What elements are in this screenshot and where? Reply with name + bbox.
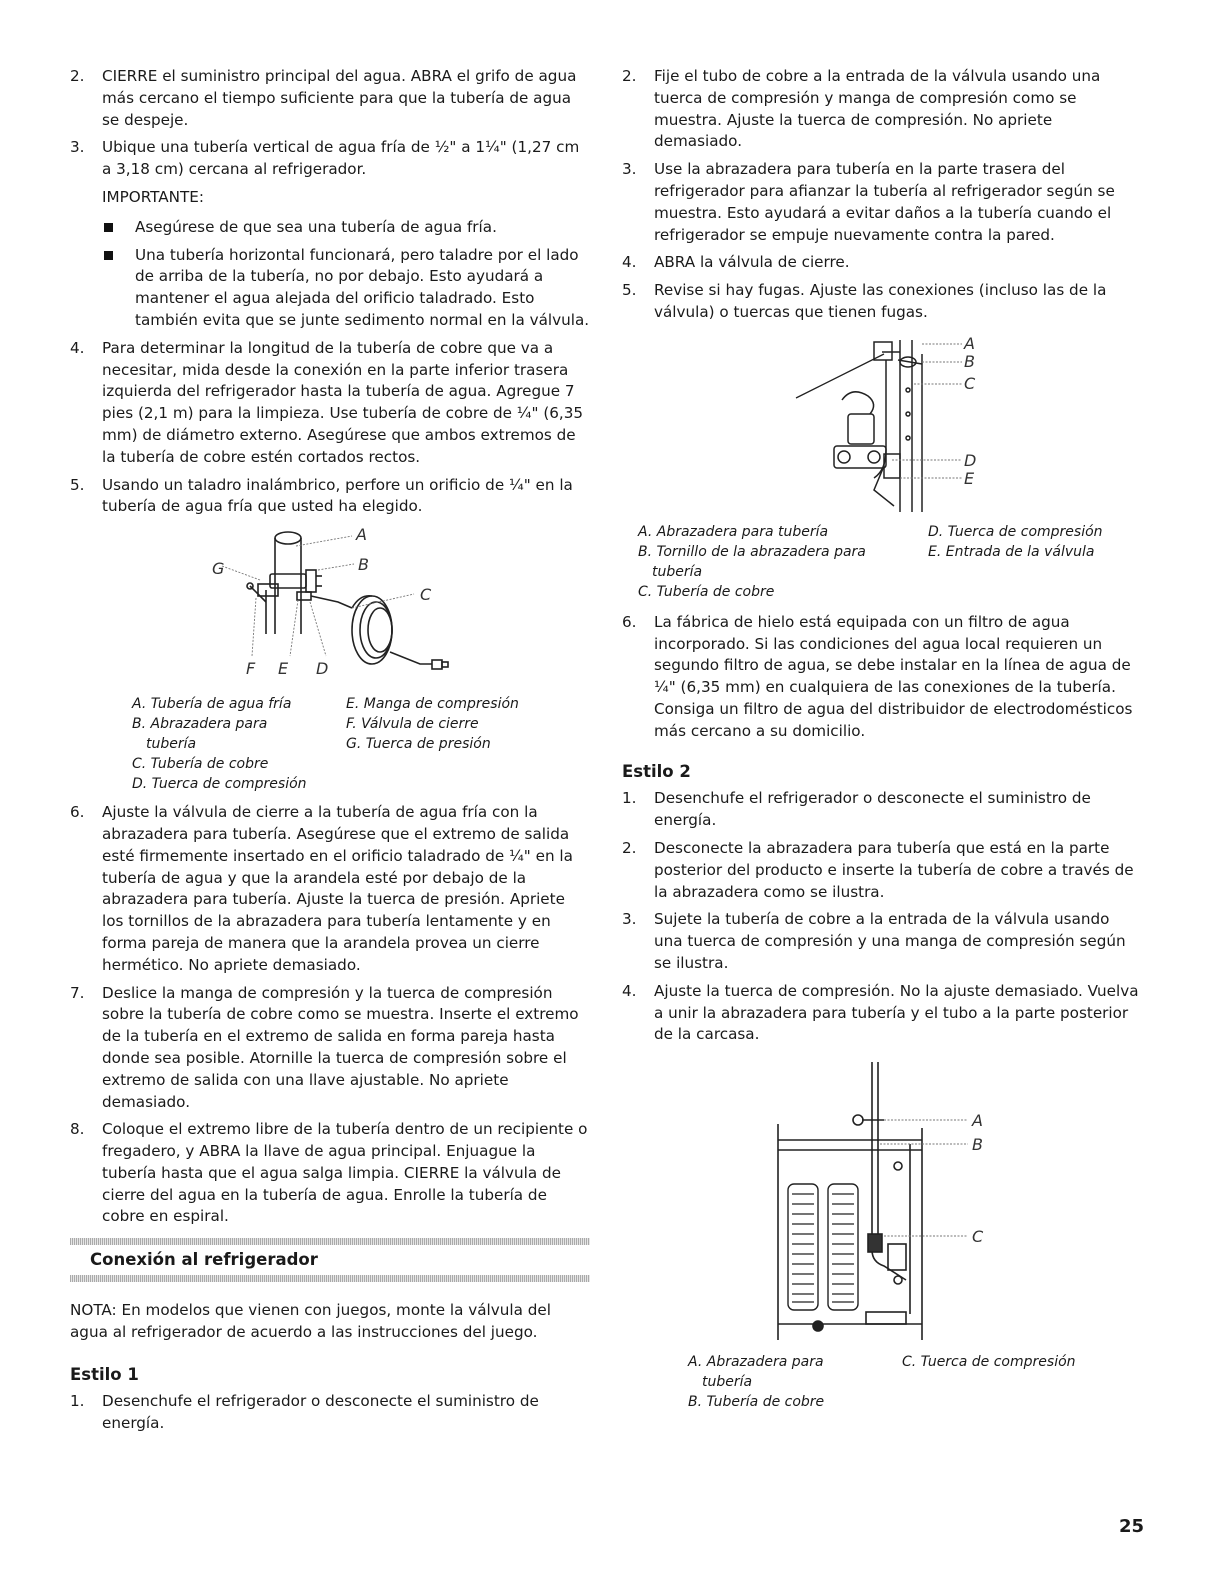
right-column	[622, 66, 1142, 1412]
list-item: 2. Fije el tubo de cobre a la entrada de la válvula usando una tuerca de compresión y manga de compresión como se muestra. Ajuste la tuerca de compresión. No apriete demasiado.	[622, 67, 1101, 151]
fig2-label-a: A	[964, 333, 975, 353]
important-label: IMPORTANTE:	[102, 187, 204, 206]
fig1-caption: A. Tubería de agua fría B. Abrazadera para tubería C. Tubería de cobre D. Tuerca de compresión E. Manga de compresión F. Válvula de cierre G. Tuerca de presión	[132, 696, 519, 793]
estilo1-heading: Estilo 1	[70, 1364, 139, 1384]
fig2-label-d: D	[964, 450, 977, 470]
list-item: 6. Ajuste la válvula de cierre a la tubería de agua fría con la abrazadera para tubería. Asegúrese que el extremo de salida esté firmemente insertado en el orificio taladrado de ¼" en la tubería de agua y que la arandela esté por debajo de la abrazadera para tubería. Ajuste la tuerca de presión. Apriete los tornillos de la abrazadera para tubería lentamente y en forma pareja de manera que la arandela provea un cierre hermético. No apriete demasiado.	[70, 803, 573, 974]
list-item: 1. Desenchufe el refrigerador o desconecte el suministro de energía.	[622, 789, 1091, 830]
fig1-label-a: A	[356, 525, 367, 545]
bullet-square-icon	[104, 223, 113, 232]
left-column	[70, 66, 590, 1441]
list-item: 2. Desconecte la abrazadera para tubería que está en la parte posterior del producto e inserte la tubería de cobre a través de la abrazadera como se ilustra.	[622, 838, 1134, 901]
cabinet-back-figure	[622, 1054, 1142, 1346]
fig2-label-e: E	[964, 468, 975, 488]
fig3-caption: A. Abrazadera para tubería B. Tubería de cobre C. Tuerca de compresión	[688, 1354, 1076, 1411]
list-item: 4. Para determinar la longitud de la tubería de cobre que va a necesitar, mida desde la conexión en la parte inferior trasera izquierda del refrigerador hasta la tubería de agua. Agregue 7 pies (2,1 m) para la limpieza. Use tubería de cobre de ¼" (6,35 mm) de diámetro externo. Asegúrese que ambos extremos de la tubería de cobre estén cortados rectos.	[70, 338, 584, 466]
fig1-label-b: B	[358, 555, 369, 575]
fig2-label-b: B	[964, 351, 975, 371]
list-item: 2. CIERRE el suministro principal del agua. ABRA el grifo de agua más cercano el tiempo suficiente para que la tubería de agua se despeje.	[70, 67, 577, 129]
list-item: 6. La fábrica de hielo está equipada con un filtro de agua incorporado. Si las condiciones del agua local requieren un segundo filtro de agua, se debe instalar en la línea de agua de ¼" (6,35 mm) en cualquiera de las conexiones de la tubería. Consiga un filtro de agua del distribuidor de electrodomésticos más cercano a su domicilio.	[622, 612, 1133, 740]
note-paragraph: NOTA: En modelos que vienen con juegos, monte la válvula del agua al refrigerador de acuerdo a las instrucciones del juego.	[70, 1301, 551, 1341]
list-item: 8. Coloque el extremo libre de la tubería dentro de un recipiente o fregadero, y ABRA la llave de agua principal. Enjuague la tubería hasta que el agua salga limpia. CIERRE la válvula de cierre del agua en la tubería de agua. Enrolle la tubería de cobre en espiral.	[70, 1120, 588, 1226]
page-number: 25	[1118, 1516, 1144, 1537]
bullet-square-icon	[104, 251, 113, 260]
fig1-label-g: G	[212, 559, 225, 579]
cabinet-back-illustration	[622, 1054, 1142, 1346]
fig3-label-c: C	[972, 1227, 984, 1247]
list-item: 5. Revise si hay fugas. Ajuste las conexiones (incluso las de la válvula) o tuercas que tienen fugas.	[622, 281, 1107, 321]
valve-inlet-figure	[622, 330, 1142, 516]
section-title: Conexión al refrigerador	[90, 1250, 318, 1270]
bullet-item: Asegúrese de que sea una tubería de agua fría.	[70, 217, 590, 239]
valve-inlet-illustration	[622, 330, 1142, 516]
estilo2-heading: Estilo 2	[622, 761, 691, 781]
list-item: 5. Usando un taladro inalámbrico, perfore un orificio de ¼" en la tubería de agua fría que usted ha elegido.	[70, 475, 573, 516]
fig3-label-a: A	[972, 1111, 983, 1131]
fig1-label-f: F	[246, 659, 256, 679]
fig1-label-c: C	[420, 585, 432, 605]
shutoff-valve-illustration	[70, 524, 590, 690]
section-divider	[70, 1238, 590, 1245]
list-item: 1. Desenchufe el refrigerador o desconecte el suministro de energía.	[70, 1392, 539, 1433]
fig1-label-e: E	[278, 659, 289, 679]
shutoff-valve-figure	[70, 524, 590, 690]
coil-lines	[792, 1194, 854, 1302]
section-divider	[70, 1275, 590, 1282]
list-item: 7. Deslice la manga de compresión y la tuerca de compresión sobre la tubería de cobre como se muestra. Inserte el extremo de la tubería en el extremo de salida en forma pareja hasta donde sea posible. Atornille la tuerca de compresión sobre el extremo de salida con una llave ajustable. No apriete demasiado.	[70, 983, 579, 1111]
list-item: 4. ABRA la válvula de cierre.	[622, 253, 850, 272]
list-item: 3. Sujete la tubería de cobre a la entrada de la válvula usando una tuerca de compresión y una manga de compresión según se ilustra.	[622, 910, 1126, 972]
bullet-item: Una tubería horizontal funcionará, pero taladre por el lado de arriba de la tubería, no por debajo. Esto ayudará a mantener el agua alejada del orificio taladrado. Esto también evita que se junte sedimento normal en la válvula.	[70, 245, 590, 332]
fig2-label-c: C	[964, 373, 976, 393]
list-item: 3. Ubique una tubería vertical de agua fría de ½" a 1¼" (1,27 cm a 3,18 cm) cercana al refrigerador.	[70, 138, 580, 179]
section-header	[70, 1238, 590, 1282]
fig1-label-d: D	[316, 659, 329, 679]
list-item: 4. Ajuste la tuerca de compresión. No la ajuste demasiado. Vuelva a unir la abrazadera para tubería y el tubo a la parte posterior de la carcasa.	[622, 981, 1139, 1044]
fig3-label-b: B	[972, 1135, 983, 1155]
fig2-caption: A. Abrazadera para tubería B. Tornillo de la abrazadera para tubería C. Tubería de cobre D. Tuerca de compresión E. Entrada de la válvula	[638, 523, 1103, 600]
list-item: 3. Use la abrazadera para tubería en la parte trasera del refrigerador para afianzar la tubería al refrigerador según se muestra. Esto ayudará a evitar daños a la tubería cuando el refrigerador se empuje nuevamente contra la pared.	[622, 160, 1115, 244]
